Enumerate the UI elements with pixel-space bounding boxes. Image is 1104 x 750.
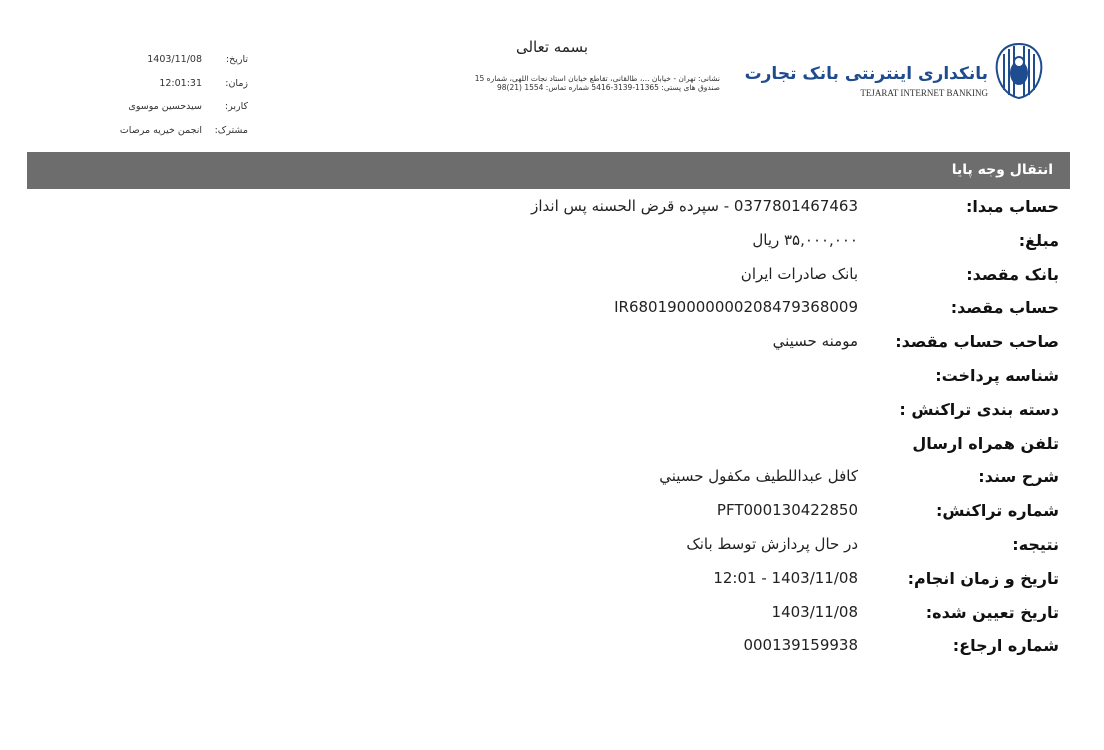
address-line: صندوق های پستی: 11365-3139-5416 شماره تماس: 1554 (21)98 bbox=[496, 83, 720, 92]
meta-date bbox=[88, 52, 248, 76]
detail-value: مومنه حسيني bbox=[772, 332, 858, 351]
detail-label: شرح سند: bbox=[978, 467, 1059, 487]
receipt-meta bbox=[88, 52, 248, 146]
transfer-details bbox=[0, 192, 1104, 665]
detail-label: صاحب حساب مقصد: bbox=[895, 332, 1059, 352]
detail-label: دسته بندی تراکنش : bbox=[899, 399, 1059, 419]
date-value: 1403/11/08 bbox=[147, 54, 202, 65]
detail-row bbox=[0, 293, 1104, 327]
detail-label: تلفن همراه ارسال bbox=[912, 433, 1059, 453]
date-label: تاریخ: bbox=[225, 54, 248, 65]
detail-row bbox=[0, 260, 1104, 294]
detail-label: حساب مبدا: bbox=[965, 197, 1059, 216]
invocation-heading: بسمه تعالی bbox=[515, 38, 589, 56]
detail-row bbox=[0, 530, 1104, 564]
detail-value: کافل عبداللطيف مکفول حسيني bbox=[659, 467, 858, 486]
detail-row bbox=[0, 496, 1104, 530]
bank-name-en: TEJARAT INTERNET BANKING bbox=[860, 88, 988, 98]
detail-row bbox=[0, 631, 1104, 665]
user-label: کاربر: bbox=[224, 101, 248, 112]
section-header bbox=[27, 152, 1070, 189]
detail-row bbox=[0, 361, 1104, 395]
detail-value: بانک صادرات ایران bbox=[740, 264, 858, 283]
detail-value: 0377801467463 - سپرده قرض الحسنه پس انداز bbox=[531, 197, 858, 215]
detail-row bbox=[0, 564, 1104, 598]
time-value: 12:01:31 bbox=[159, 77, 202, 89]
detail-label: نتیجه: bbox=[1012, 534, 1059, 554]
customer-value: انجمن خیریه مرصات bbox=[119, 124, 202, 136]
user-value: سیدحسین موسوی bbox=[128, 101, 202, 112]
bank-logo bbox=[744, 40, 1046, 102]
detail-label: شماره ارجاع: bbox=[952, 636, 1059, 656]
customer-label: مشترک: bbox=[214, 124, 248, 136]
meta-time bbox=[88, 76, 248, 100]
detail-row bbox=[0, 429, 1104, 463]
detail-row bbox=[0, 327, 1104, 361]
detail-label: تاریخ و زمان انجام: bbox=[907, 568, 1059, 588]
tejarat-bank-emblem-icon bbox=[992, 40, 1046, 102]
detail-value: PFT000130422850 bbox=[716, 501, 858, 520]
detail-row bbox=[0, 395, 1104, 429]
time-label: زمان: bbox=[225, 77, 248, 89]
address-line: نشانی: تهران - خیابان ...، طالقانی، تقاطع خیابان استاد نجات اللهی، شماره 15 bbox=[474, 74, 720, 83]
detail-row bbox=[0, 192, 1104, 226]
detail-row bbox=[0, 226, 1104, 260]
detail-value: 000139159938 bbox=[743, 636, 858, 655]
detail-label: مبلغ: bbox=[1018, 230, 1059, 250]
section-title: انتقال وجه پایا bbox=[951, 162, 1053, 178]
meta-user bbox=[88, 99, 248, 123]
detail-value: 1403/11/08 - 12:01 bbox=[713, 568, 858, 587]
detail-value: 1403/11/08 bbox=[771, 602, 858, 621]
meta-customer bbox=[88, 123, 248, 147]
detail-value: در حال پردازش توسط بانک bbox=[686, 534, 858, 553]
detail-row bbox=[0, 598, 1104, 632]
detail-label: حساب مقصد: bbox=[950, 298, 1059, 318]
bank-address bbox=[386, 74, 720, 92]
detail-label: بانک مقصد: bbox=[966, 264, 1059, 284]
detail-value: IR680190000000208479368009 bbox=[614, 298, 858, 317]
detail-label: تاریخ تعیین شده: bbox=[925, 602, 1059, 622]
detail-label: شناسه پرداخت: bbox=[935, 365, 1059, 385]
bank-name-fa: بانکداری اینترنتی بانک تجارت bbox=[744, 64, 988, 84]
detail-value: ۳۵,۰۰۰,۰۰۰ ریال bbox=[752, 230, 858, 249]
detail-row bbox=[0, 462, 1104, 496]
detail-label: شماره تراکنش: bbox=[936, 501, 1059, 521]
